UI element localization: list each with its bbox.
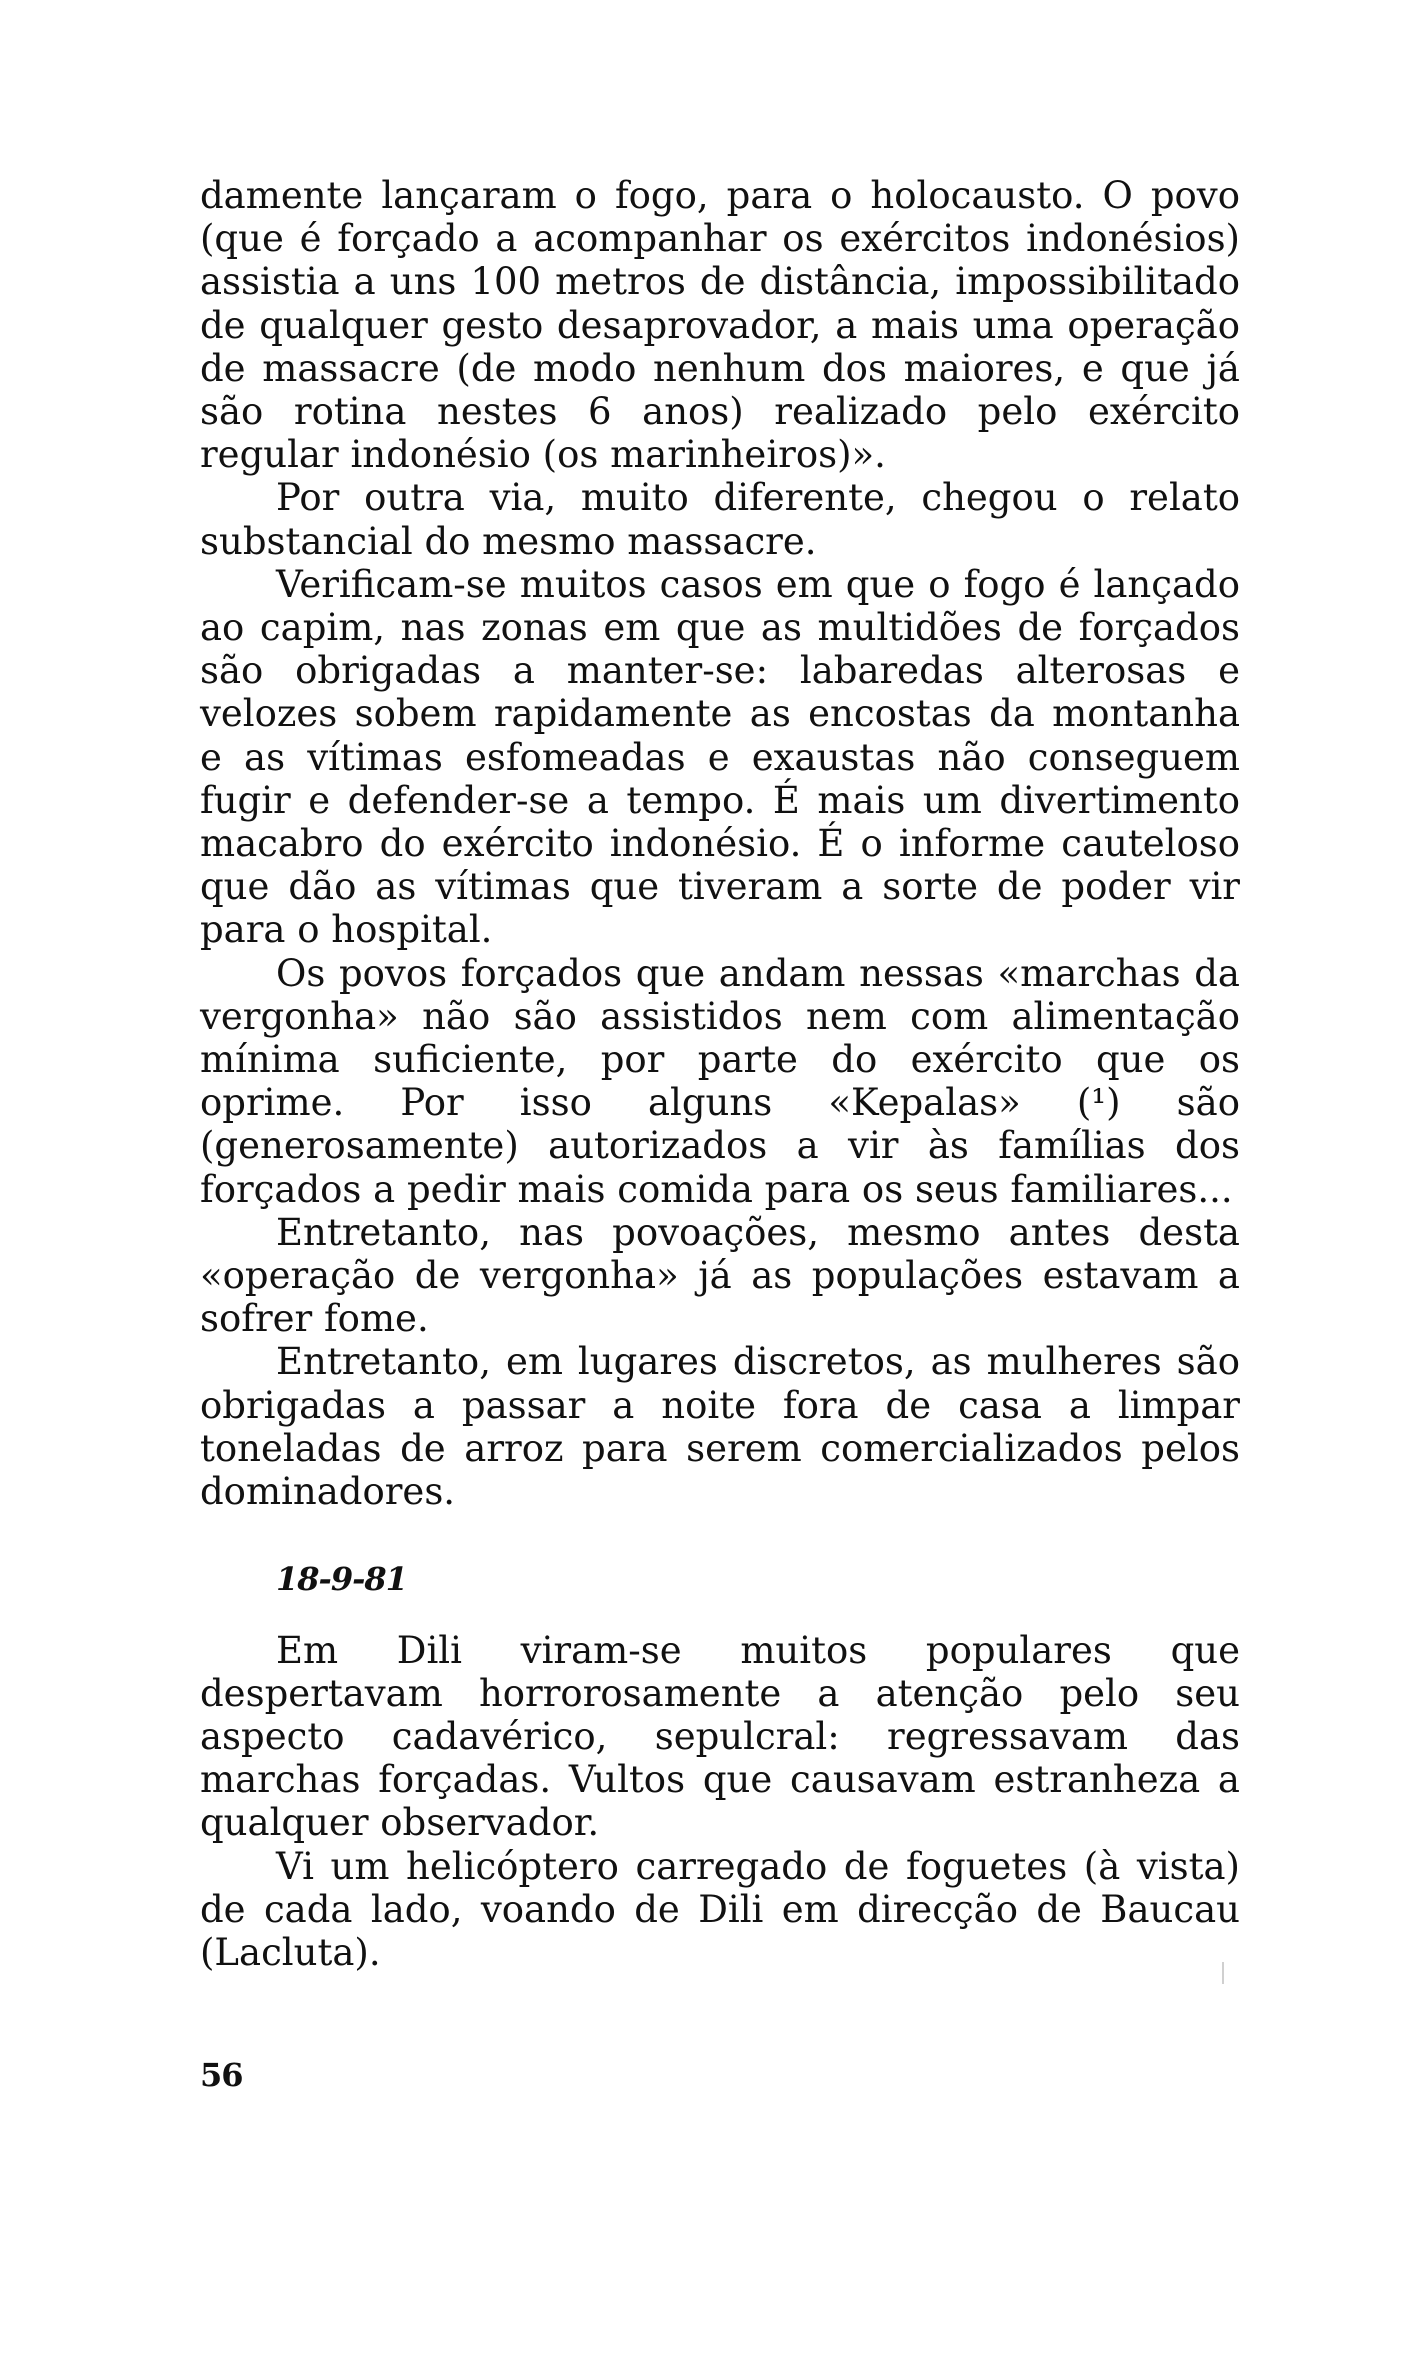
- body-text: [200, 174, 1240, 1974]
- paragraph-helicopter: Vi um helicóptero carregado de foguetes (à vista) de cada lado, voando de Dili em direcção de Baucau (Lacluta).: [200, 1844, 1240, 1974]
- date-heading: 18-9-81: [276, 1560, 407, 1599]
- paragraph-fire-cases: Verificam-se muitos casos em que o fogo é lançado ao capim, nas zonas em que as multidões de forçados são obrigadas a manter-se: labaredas alterosas e velozes sobem rapidamente as encostas da montanha e as vítimas esfomeadas e exaustas não conseguem fugir e defender-se a tempo. É mais um divertimento macabro do exército indonésio. É o informe cauteloso que dão as vítimas que tiveram a sorte de poder vir para o hospital.: [200, 562, 1240, 952]
- paragraph-hunger: Entretanto, nas povoações, mesmo antes desta «operação de vergonha» já as populações estavam a sofrer fome.: [200, 1210, 1240, 1341]
- paragraph-dili-populares: Em Dili viram-se muitos populares que despertavam horrorosamente a atenção pelo seu aspecto cadavérico, sepulcral: regressavam das marchas forçadas. Vultos que causavam estranheza a qualquer observador.: [200, 1628, 1240, 1845]
- page-number: 56: [200, 2056, 243, 2094]
- margin-mark: [1222, 1962, 1224, 1984]
- paragraph-other-route: Por outra via, muito diferente, chegou o relato substancial do mesmo massacre.: [200, 476, 1240, 563]
- paragraph-forced-peoples: Os povos forçados que andam nessas «marchas da vergonha» não são assistidos nem com alimentação mínima suficiente, por parte do exército que os oprime. Por isso alguns «Kepalas» (¹) são (generosamente) autorizados a vir às famílias dos forçados a pedir mais comida para os seus familiares...: [200, 951, 1240, 1211]
- paragraph-continuation: damente lançaram o fogo, para o holocausto. O povo (que é forçado a acompanhar os exércitos indonésios) assistia a uns 100 metros de distância, impossibilitado de qualquer gesto desaprovador, a mais uma operação de massacre (de modo nenhum dos maiores, e que já são rotina nestes 6 anos) realizado pelo exército regular indonésio (os marinheiros)».: [200, 174, 1240, 477]
- paragraph-women-rice: Entretanto, em lugares discretos, as mulheres são obrigadas a passar a noite fora de casa a limpar toneladas de arroz para serem comercializados pelos dominadores.: [200, 1340, 1240, 1514]
